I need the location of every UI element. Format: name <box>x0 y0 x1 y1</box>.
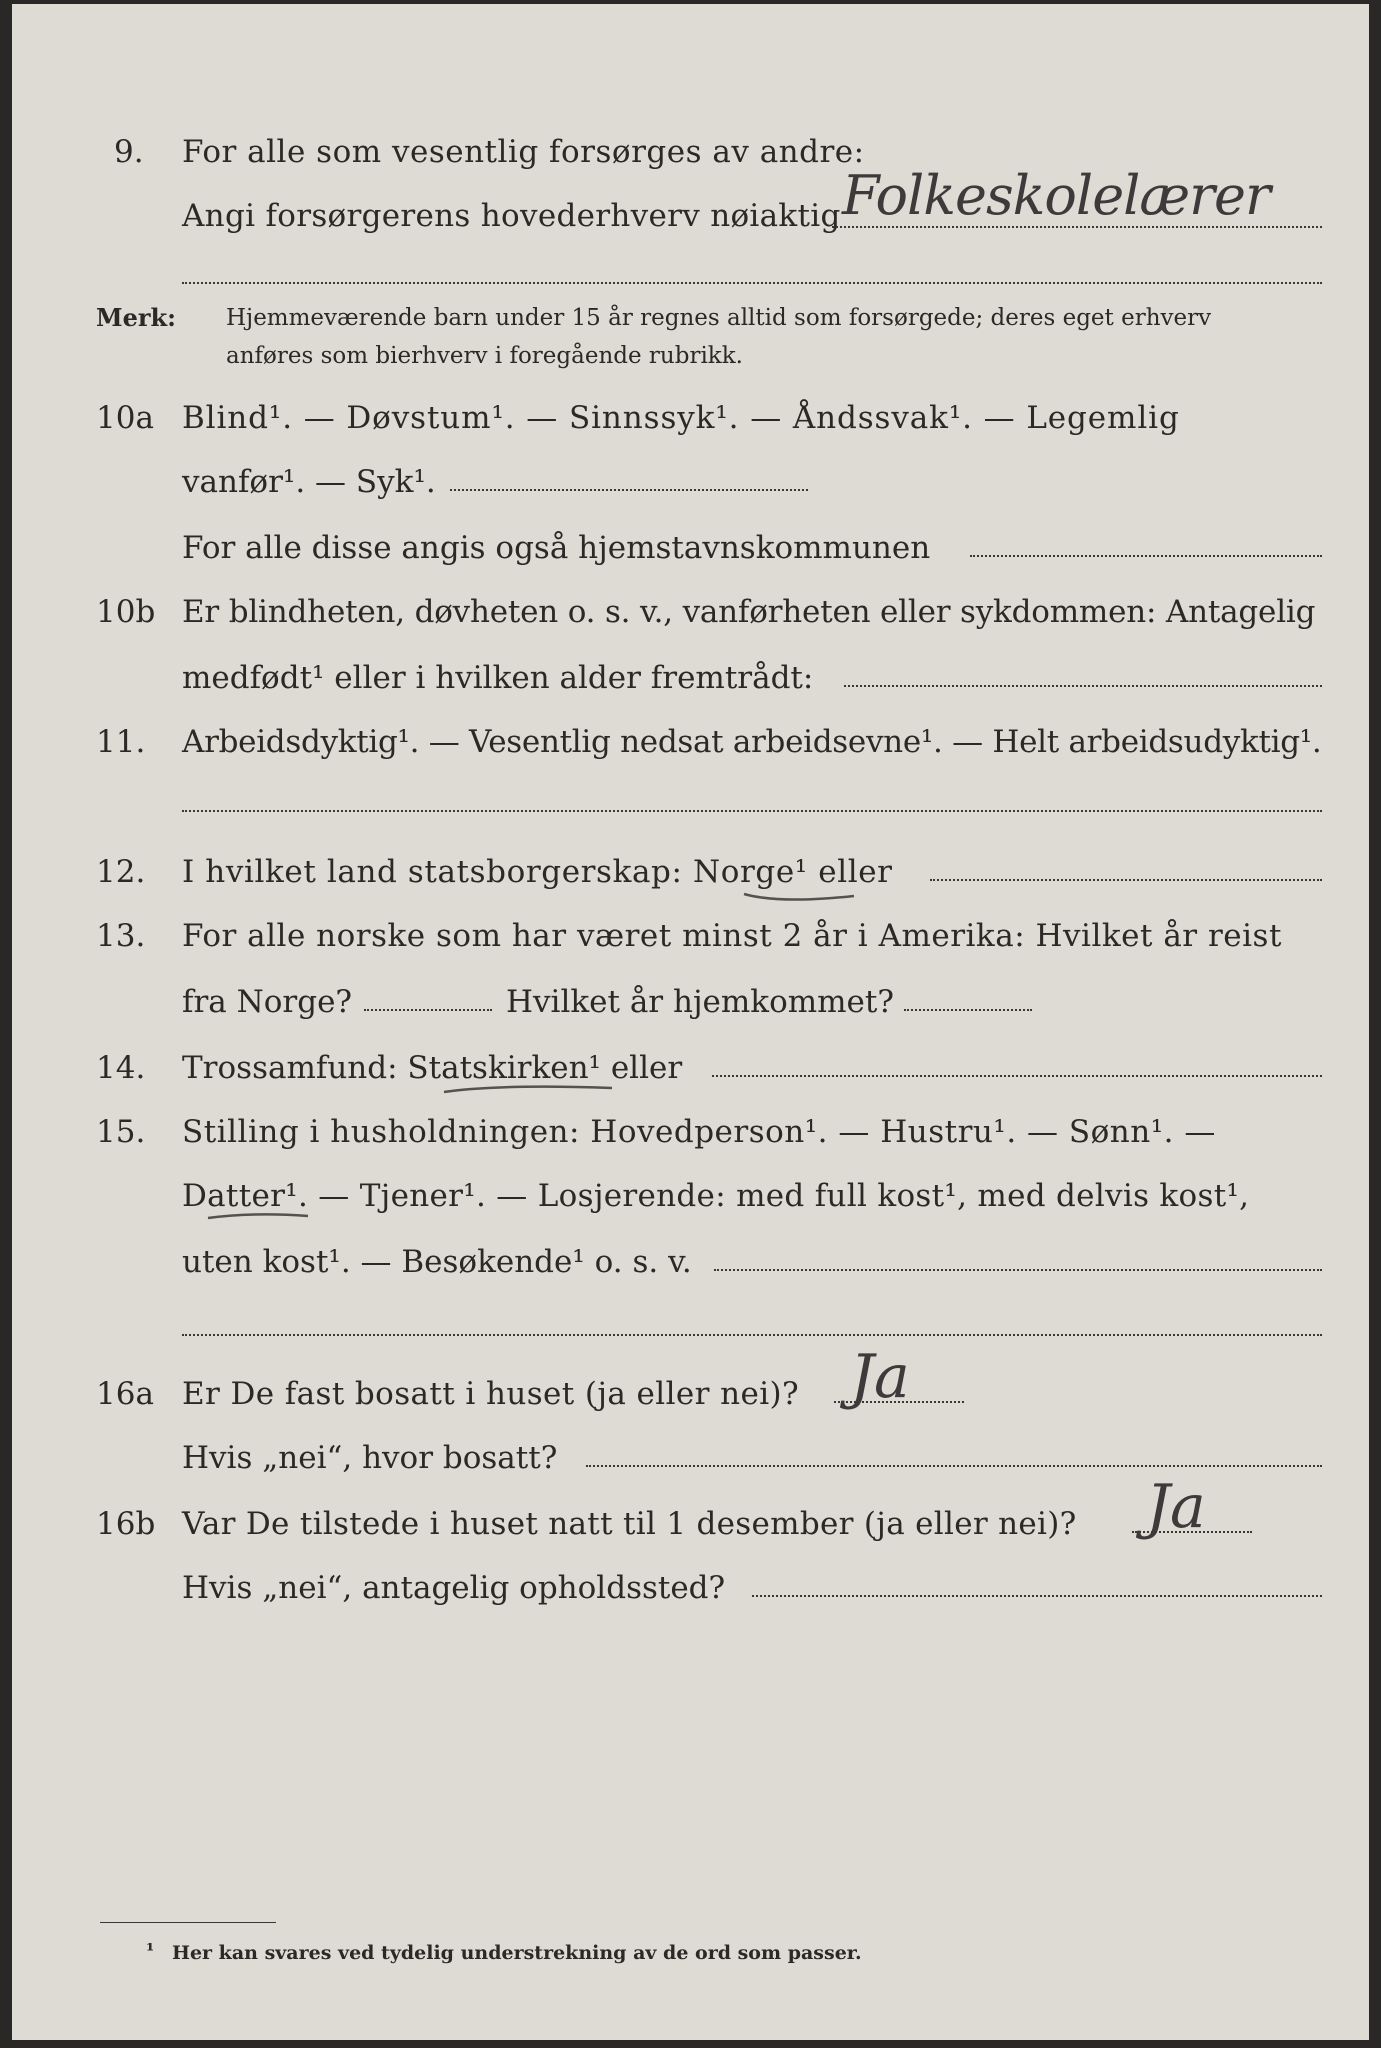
q10a-sick-line <box>450 489 808 491</box>
q10a-municipality-line <box>970 555 1322 557</box>
q10b-number: 10b <box>96 594 156 630</box>
q16a-residence-line <box>586 1465 1322 1467</box>
q12-norge-underline <box>740 886 860 906</box>
q10a-line2: vanfør¹. — Syk¹. <box>182 464 436 500</box>
q13-line2a: fra Norge? <box>182 984 353 1020</box>
q13-left-year-line <box>364 1009 492 1011</box>
q9-line1: For alle som vesentlig forsørges av andre: <box>182 134 865 170</box>
q12-number: 12. <box>96 854 146 890</box>
q11-number: 11. <box>96 724 146 760</box>
q15-number: 15. <box>96 1114 146 1150</box>
q16a-number: 16a <box>96 1376 154 1412</box>
q16a-handwritten-answer: Ja <box>850 1342 910 1412</box>
q10b-line2: medfødt¹ eller i hvilken alder fremtrådt: <box>182 660 814 696</box>
census-form-page <box>12 4 1369 2040</box>
merk-line2: anføres som bierhverv i foregående rubrikk. <box>226 343 743 369</box>
merk-line1: Hjemmeværende barn under 15 år regnes alltid som forsørgede; deres eget erhverv <box>226 305 1212 331</box>
q16b-whereabouts-line <box>752 1595 1322 1597</box>
q9-handwritten-answer: Folkeskolelærer <box>842 164 1270 227</box>
q16b-answer-line <box>1132 1531 1252 1533</box>
q13-line1: For alle norske som har været minst 2 år i Amerika: Hvilket år reist <box>182 918 1282 954</box>
q11-line1: Arbeidsdyktig¹. — Vesentlig nedsat arbeidsevne¹. — Helt arbeidsudyktig¹. <box>182 724 1322 760</box>
q15-line1: Stilling i husholdningen: Hovedperson¹. — Hustru¹. — Sønn¹. — <box>182 1114 1216 1150</box>
q13-number: 13. <box>96 918 146 954</box>
q9-number: 9. <box>114 134 144 170</box>
q9-line2: Angi forsørgerens hovederhverv nøiaktig <box>182 198 841 234</box>
q14-line1: Trossamfund: Statskirken¹ eller <box>182 1050 683 1086</box>
q14-statskirken-underline <box>440 1078 620 1102</box>
q16b-number: 16b <box>96 1506 156 1542</box>
q10a-line3: For alle disse angis også hjemstavnskommunen <box>182 530 931 566</box>
q9-extra-line <box>182 282 1322 284</box>
q11-extra-line <box>182 810 1322 812</box>
q10b-line1: Er blindheten, døvheten o. s. v., vanførheten eller sykdommen: Antagelig <box>182 594 1316 630</box>
q16b-line1: Var De tilstede i huset natt til 1 desember (ja eller nei)? <box>182 1506 1077 1542</box>
q12-line1: I hvilket land statsborgerskap: Norge¹ eller <box>182 854 893 890</box>
q15-line3: uten kost¹. — Besøkende¹ o. s. v. <box>182 1244 692 1280</box>
q16a-line1: Er De fast bosatt i huset (ja eller nei)? <box>182 1376 800 1412</box>
q15-line2: Datter¹. — Tjener¹. — Losjerende: med full kost¹, med delvis kost¹, <box>182 1178 1250 1214</box>
merk-label: Merk: <box>96 303 176 332</box>
q14-denomination-line <box>712 1075 1322 1077</box>
q10a-number: 10a <box>96 400 154 436</box>
q13-line2b: Hvilket år hjemkommet? <box>506 984 894 1020</box>
q12-country-line <box>930 879 1322 881</box>
q16a-line2: Hvis „nei“, hvor bosatt? <box>182 1440 558 1476</box>
footnote-marker: ¹ <box>146 1940 155 1962</box>
q15-status-line <box>714 1269 1322 1271</box>
q16b-handwritten-answer: Ja <box>1146 1472 1206 1542</box>
q10b-age-line <box>844 685 1322 687</box>
footnote-rule <box>100 1922 276 1923</box>
q13-return-year-line <box>904 1009 1032 1011</box>
q15-extra-line <box>182 1334 1322 1336</box>
q15-datter-underline <box>204 1208 314 1228</box>
q16b-line2: Hvis „nei“, antagelig opholdssted? <box>182 1570 726 1606</box>
footnote-text: Her kan svares ved tydelig understrekning av de ord som passer. <box>172 1942 862 1964</box>
q10a-line1: Blind¹. — Døvstum¹. — Sinnssyk¹. — Åndssvak¹. — Legemlig <box>182 400 1180 436</box>
q14-number: 14. <box>96 1050 146 1086</box>
